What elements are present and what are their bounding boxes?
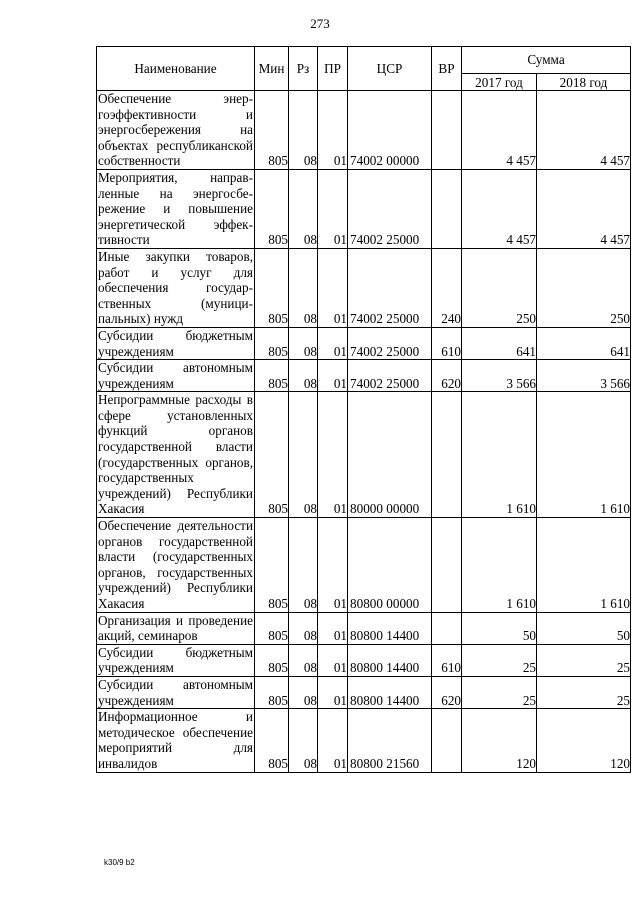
- row-min: 805: [255, 91, 289, 170]
- header-rz: Рз: [289, 47, 318, 91]
- table-row: [97, 327, 631, 359]
- row-rz: 08: [289, 360, 318, 392]
- table-body: [97, 91, 631, 773]
- row-csr: 74002 25000: [348, 327, 432, 359]
- row-rz: 08: [289, 91, 318, 170]
- table-row: [97, 676, 631, 708]
- table-row: [97, 392, 631, 518]
- row-sum-2018: 3 566: [537, 360, 631, 392]
- footer-code: k30/9 b2: [104, 858, 135, 867]
- row-rz: 08: [289, 644, 318, 676]
- table-row: [97, 612, 631, 644]
- row-min: 805: [255, 644, 289, 676]
- row-pr: 01: [318, 169, 348, 248]
- row-rz: 08: [289, 612, 318, 644]
- row-csr: 80800 14400: [348, 612, 432, 644]
- header-name: Наименование: [97, 47, 255, 91]
- row-name: Мероприятия, направленные на энергосбережение и повышение энергетической эффективности: [98, 169, 253, 248]
- row-sum-2017: 1 610: [462, 518, 537, 613]
- row-sum-2018: 641: [537, 327, 631, 359]
- row-name: Субсидии бюджетным учреждениям: [98, 327, 253, 359]
- row-name: Субсидии автономным учреждениям: [98, 676, 253, 708]
- header-sum: Сумма: [462, 47, 631, 74]
- row-sum-2018: 120: [537, 709, 631, 772]
- row-min: 805: [255, 169, 289, 248]
- row-sum-2018: 25: [537, 644, 631, 676]
- header-year-2018: 2018 год: [537, 74, 631, 91]
- row-csr: 80000 00000: [348, 392, 432, 518]
- row-name: Субсидии бюджетным учреждениям: [98, 644, 253, 676]
- row-name: Обеспечение энергоэффективности и энергосбережения на объектах республиканской собственности: [98, 91, 253, 169]
- row-csr: 80800 21560: [348, 709, 432, 772]
- row-sum-2018: 250: [537, 248, 631, 327]
- table-row: [97, 91, 631, 170]
- row-sum-2018: 1 610: [537, 392, 631, 518]
- row-sum-2017: 50: [462, 612, 537, 644]
- row-sum-2018: 50: [537, 612, 631, 644]
- row-min: 805: [255, 360, 289, 392]
- row-vr: [432, 392, 462, 518]
- row-rz: 08: [289, 169, 318, 248]
- row-min: 805: [255, 518, 289, 613]
- row-min: 805: [255, 327, 289, 359]
- row-pr: 01: [318, 518, 348, 613]
- row-pr: 01: [318, 644, 348, 676]
- row-pr: 01: [318, 91, 348, 170]
- header-csr: ЦСР: [348, 47, 432, 91]
- row-vr: 620: [432, 360, 462, 392]
- row-name: Непрограммные расходы в сфере установленных функций органов государственной власти (государственных органов, государственных учреждений) Республики Хакасия: [98, 392, 253, 517]
- row-pr: 01: [318, 709, 348, 772]
- row-name: Обеспечение деятельности органов государственной власти (государственных органов, государственных учреждений) Республики Хакасия: [98, 518, 253, 611]
- row-sum-2017: 250: [462, 248, 537, 327]
- row-sum-2017: 3 566: [462, 360, 537, 392]
- row-min: 805: [255, 676, 289, 708]
- row-sum-2017: 4 457: [462, 169, 537, 248]
- row-csr: 74002 25000: [348, 248, 432, 327]
- row-pr: 01: [318, 248, 348, 327]
- row-sum-2018: 1 610: [537, 518, 631, 613]
- row-csr: 74002 00000: [348, 91, 432, 170]
- table-row: [97, 518, 631, 613]
- row-rz: 08: [289, 392, 318, 518]
- row-csr: 80800 14400: [348, 644, 432, 676]
- page-number: 273: [310, 16, 330, 31]
- table-row: [97, 709, 631, 772]
- table-row: [97, 644, 631, 676]
- table-row: [97, 248, 631, 327]
- row-min: 805: [255, 248, 289, 327]
- row-sum-2018: 25: [537, 676, 631, 708]
- row-vr: 620: [432, 676, 462, 708]
- row-vr: 610: [432, 644, 462, 676]
- header-min: Мин: [255, 47, 289, 91]
- row-sum-2017: 25: [462, 676, 537, 708]
- row-vr: [432, 709, 462, 772]
- budget-table: [96, 46, 631, 773]
- row-vr: 610: [432, 327, 462, 359]
- row-vr: [432, 169, 462, 248]
- row-rz: 08: [289, 709, 318, 772]
- row-sum-2017: 120: [462, 709, 537, 772]
- row-sum-2018: 4 457: [537, 91, 631, 170]
- row-min: 805: [255, 612, 289, 644]
- row-vr: [432, 518, 462, 613]
- row-sum-2017: 641: [462, 327, 537, 359]
- row-sum-2018: 4 457: [537, 169, 631, 248]
- row-rz: 08: [289, 676, 318, 708]
- header-pr: ПР: [318, 47, 348, 91]
- row-csr: 80800 14400: [348, 676, 432, 708]
- header-vr: ВР: [432, 47, 462, 91]
- row-sum-2017: 4 457: [462, 91, 537, 170]
- table-row: [97, 169, 631, 248]
- row-name: Информационное и методическое обеспечение мероприятий для инвалидов: [98, 709, 253, 771]
- row-csr: 80800 00000: [348, 518, 432, 613]
- header-year-2017: 2017 год: [462, 74, 537, 91]
- row-vr: [432, 612, 462, 644]
- row-pr: 01: [318, 676, 348, 708]
- row-sum-2017: 1 610: [462, 392, 537, 518]
- row-pr: 01: [318, 327, 348, 359]
- row-rz: 08: [289, 248, 318, 327]
- row-rz: 08: [289, 518, 318, 613]
- row-vr: 240: [432, 248, 462, 327]
- row-sum-2017: 25: [462, 644, 537, 676]
- row-min: 805: [255, 392, 289, 518]
- row-rz: 08: [289, 327, 318, 359]
- table-row: [97, 360, 631, 392]
- row-pr: 01: [318, 612, 348, 644]
- row-name: Субсидии автономным учреждениям: [98, 360, 253, 391]
- row-csr: 74002 25000: [348, 360, 432, 392]
- row-pr: 01: [318, 392, 348, 518]
- row-vr: [432, 91, 462, 170]
- row-min: 805: [255, 709, 289, 772]
- row-pr: 01: [318, 360, 348, 392]
- row-csr: 74002 25000: [348, 169, 432, 248]
- row-name: Иные закупки товаров, работ и услуг для обеспечения государственных (муниципальных) нужд: [98, 248, 253, 327]
- row-name: Организация и проведение акций, семинаров: [98, 612, 253, 644]
